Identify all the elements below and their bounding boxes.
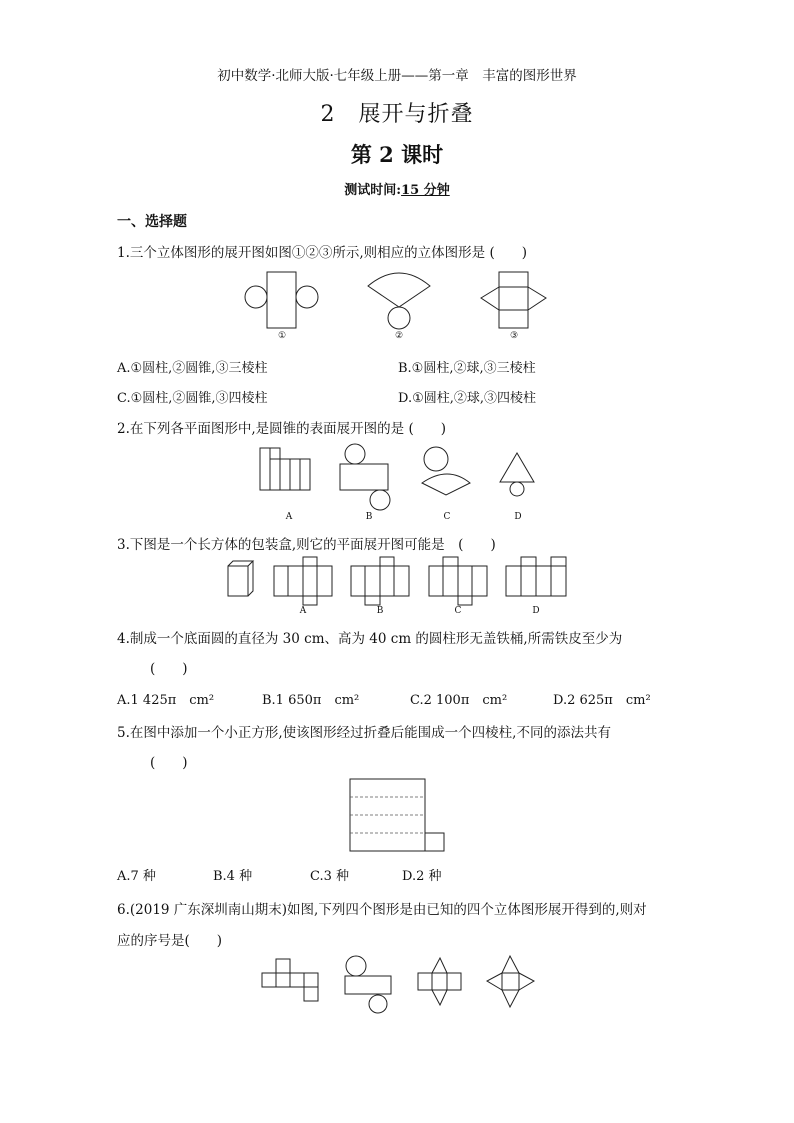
question-4-stem: 4.制成一个底面圆的直径为 30 cm、高为 40 cm 的圆柱形无盖铁桶,所需铁皮至少为 [117, 631, 623, 647]
q1-label-2: ② [394, 331, 404, 341]
lesson-subtitle: 第 2 课时 [350, 142, 444, 167]
q2-label-b: B [365, 512, 373, 522]
q5-option-c[interactable]: C.3 种 [310, 869, 350, 884]
question-6-stem-continued: 应的序号是( ) [117, 933, 223, 949]
q1-option-d[interactable]: D.①圆柱,②球,③四棱柱 [398, 391, 537, 406]
test-time-label: 测试时间: [344, 183, 402, 198]
q3-label-c: C [454, 606, 462, 616]
question-3-stem: 3.下图是一个长方体的包装盒,则它的平面展开图可能是 ( ) [117, 537, 496, 553]
q4-option-b[interactable]: B.1 650π cm² [262, 693, 360, 708]
q3-label-a: A [299, 606, 307, 616]
question-6-stem: 6.(2019 广东深圳南山期末)如图,下列四个图形是由已知的四个立体图形展开得到的,则对 [117, 902, 647, 918]
question-1-stem: 1.三个立体图形的展开图如图①②③所示,则相应的立体图形是 ( ) [117, 245, 527, 261]
q6-figure-4-pyramid-net [487, 956, 534, 1007]
q4-option-d[interactable]: D.2 625π cm² [553, 693, 651, 708]
q5-option-b[interactable]: B.4 种 [213, 869, 253, 884]
q2-label-d: D [514, 512, 522, 522]
page-header: 初中数学·北师大版·七年级上册——第一章 丰富的图形世界 [217, 68, 577, 84]
q4-option-a[interactable]: A.1 425π cm² [117, 693, 215, 708]
q5-option-d[interactable]: D.2 种 [402, 869, 442, 884]
q1-option-b[interactable]: B.①圆柱,②球,③三棱柱 [398, 361, 536, 376]
q3-label-b: B [376, 606, 384, 616]
q4-option-c[interactable]: C.2 100π cm² [410, 693, 508, 708]
question-5-answer-paren: ( ) [150, 755, 188, 771]
lesson-title: 2 展开与折叠 [320, 102, 474, 127]
q6-figure-2-cylinder-net [345, 956, 391, 1013]
q3-label-d: D [532, 606, 540, 616]
q6-figure-1-cube-net [262, 959, 318, 1001]
q1-option-a[interactable]: A.①圆柱,②圆锥,③三棱柱 [117, 361, 268, 376]
question-4-answer-paren: ( ) [150, 661, 188, 677]
question-5-stem: 5.在图中添加一个小正方形,使该图形经过折叠后能围成一个四棱柱,不同的添法共有 [117, 725, 611, 741]
q2-label-c: C [443, 512, 451, 522]
q1-option-c[interactable]: C.①圆柱,②圆锥,③四棱柱 [117, 391, 268, 406]
question-2-stem: 2.在下列各平面图形中,是圆锥的表面展开图的是 ( ) [117, 421, 446, 437]
q1-label-1: ① [277, 331, 287, 341]
q1-label-3: ③ [509, 331, 519, 341]
q5-option-a[interactable]: A.7 种 [117, 869, 156, 884]
q2-label-a: A [285, 512, 293, 522]
section-heading: 一、选择题 [117, 214, 187, 230]
test-time-value: 15 分钟 [401, 183, 450, 198]
q6-figure-3-prism-net [418, 958, 461, 1005]
